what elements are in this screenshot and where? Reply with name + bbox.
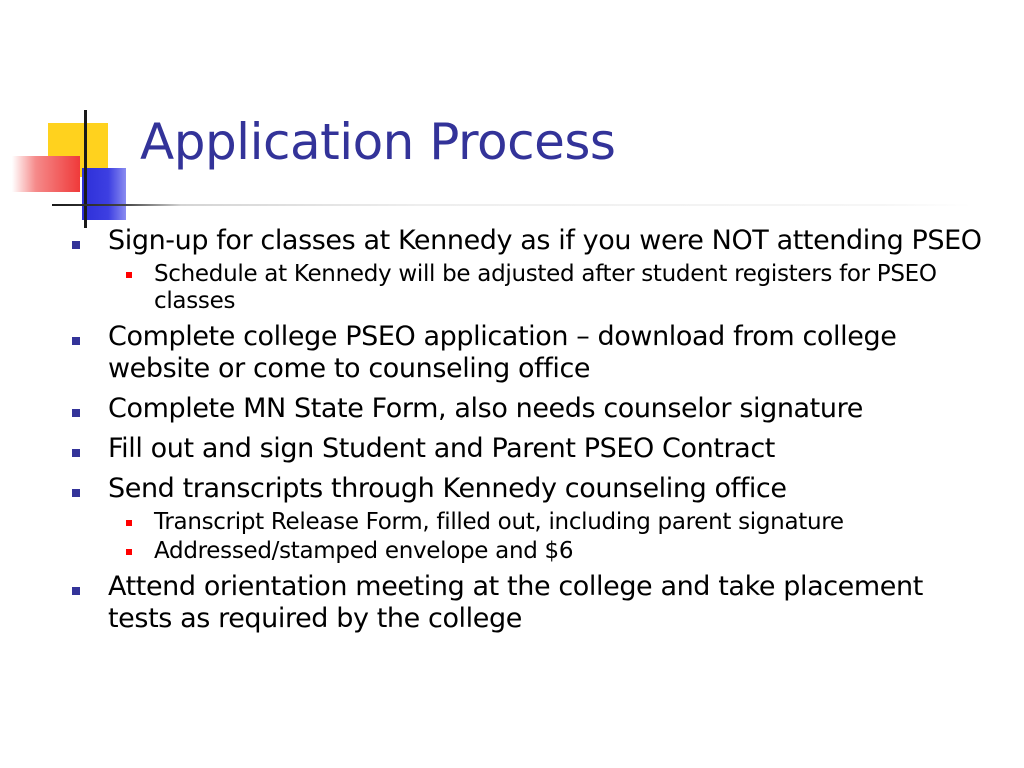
bullet-list — [72, 225, 992, 643]
title-underline-rule — [52, 204, 972, 206]
sub-bullet-item: Schedule at Kennedy will be adjusted after student registers for PSEO classes — [72, 261, 992, 315]
bullet-item: Complete MN State Form, also needs counselor signature — [72, 393, 992, 425]
bullet-item: Fill out and sign Student and Parent PSEO Contract — [72, 433, 992, 465]
slide-title: Application Process — [140, 113, 616, 171]
bullet-item: Complete college PSEO application – download from college website or come to counseling office — [72, 321, 992, 385]
corner-decoration-vertical-line — [84, 110, 87, 228]
sub-bullet-item: Addressed/stamped envelope and $6 — [72, 538, 992, 565]
bullet-item: Sign-up for classes at Kennedy as if you were NOT attending PSEO — [72, 225, 992, 257]
corner-decoration-blue-square — [82, 168, 126, 220]
bullet-item: Attend orientation meeting at the college and take placement tests as required by the college — [72, 571, 992, 635]
corner-decoration-red-bar — [12, 156, 80, 192]
sub-bullet-item: Transcript Release Form, filled out, including parent signature — [72, 509, 992, 536]
bullet-item: Send transcripts through Kennedy counseling office — [72, 473, 992, 505]
